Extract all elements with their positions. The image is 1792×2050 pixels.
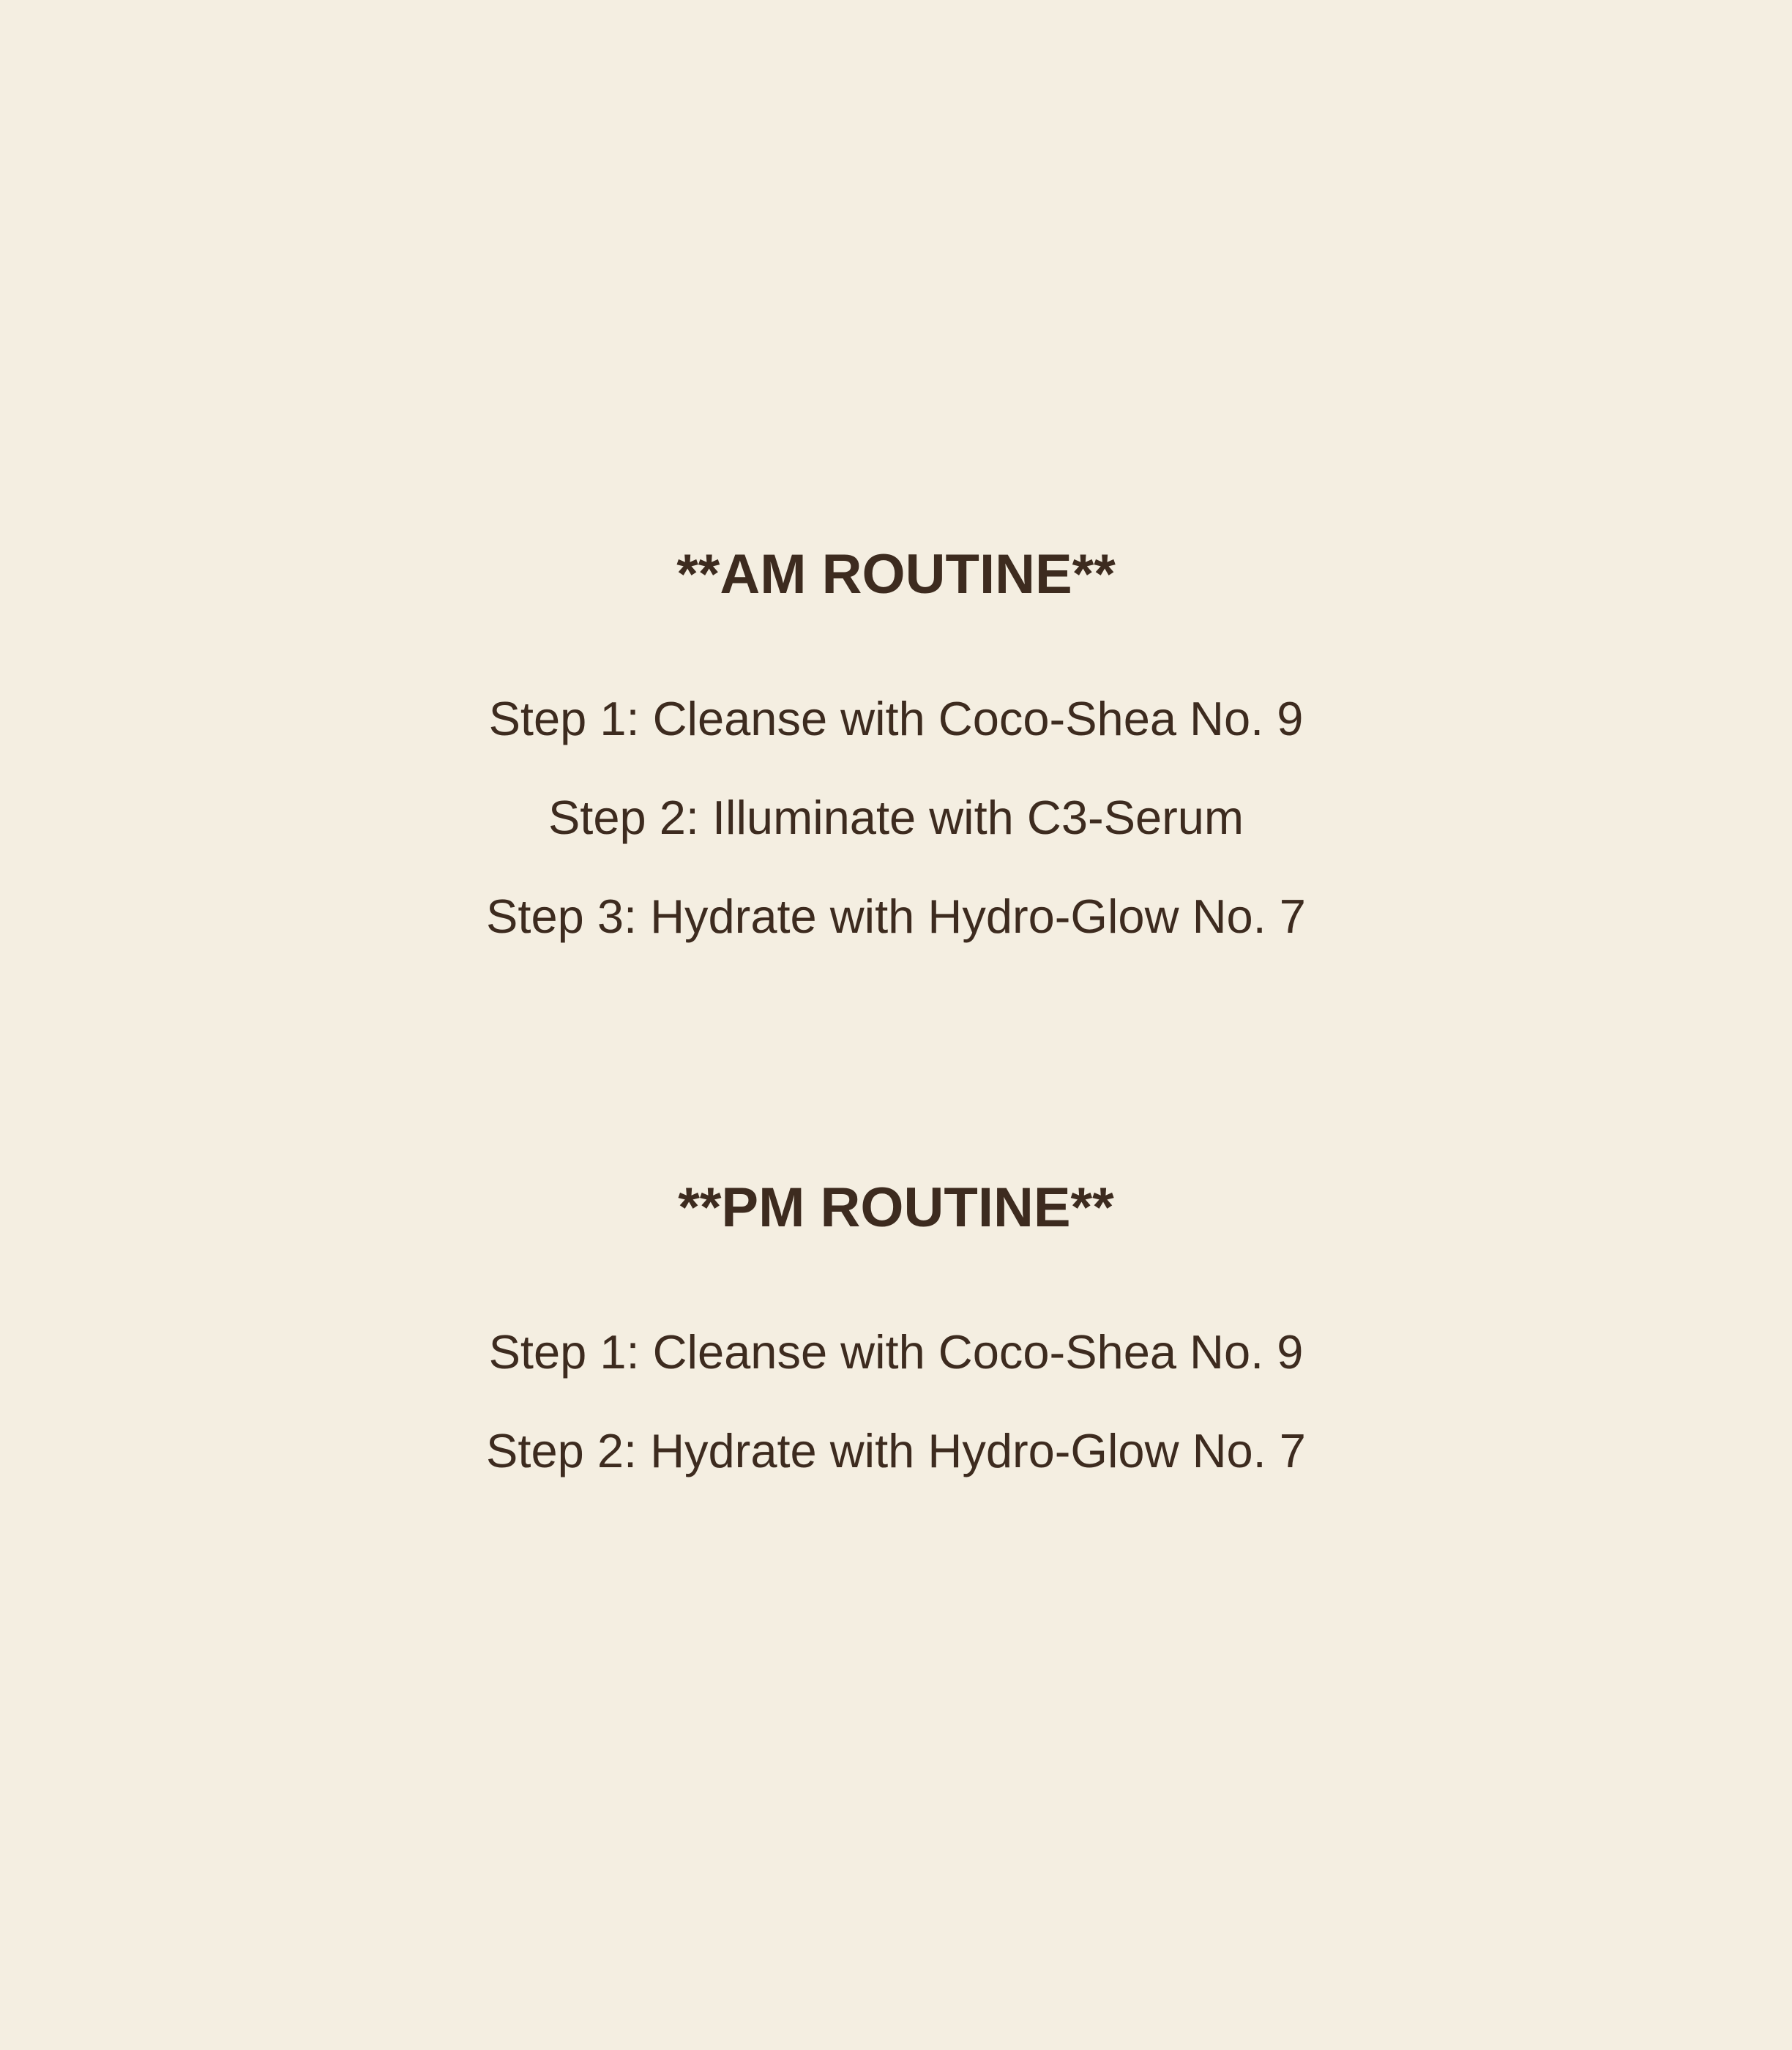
am-step-2: Step 2: Illuminate with C3-Serum [548,791,1244,844]
am-step-3: Step 3: Hydrate with Hydro-Glow No. 7 [486,890,1306,943]
am-step-1: Step 1: Cleanse with Coco-Shea No. 9 [488,692,1304,745]
am-routine-section [0,534,1792,966]
pm-step-2: Step 2: Hydrate with Hydro-Glow No. 7 [486,1424,1306,1477]
pm-routine-section [0,1168,1792,1500]
pm-step-1: Step 1: Cleanse with Coco-Shea No. 9 [488,1325,1304,1379]
am-routine-steps [0,669,1792,966]
pm-routine-steps [0,1302,1792,1500]
am-routine-heading: **AM ROUTINE** [676,543,1116,605]
pm-routine-heading: **PM ROUTINE** [678,1177,1114,1239]
